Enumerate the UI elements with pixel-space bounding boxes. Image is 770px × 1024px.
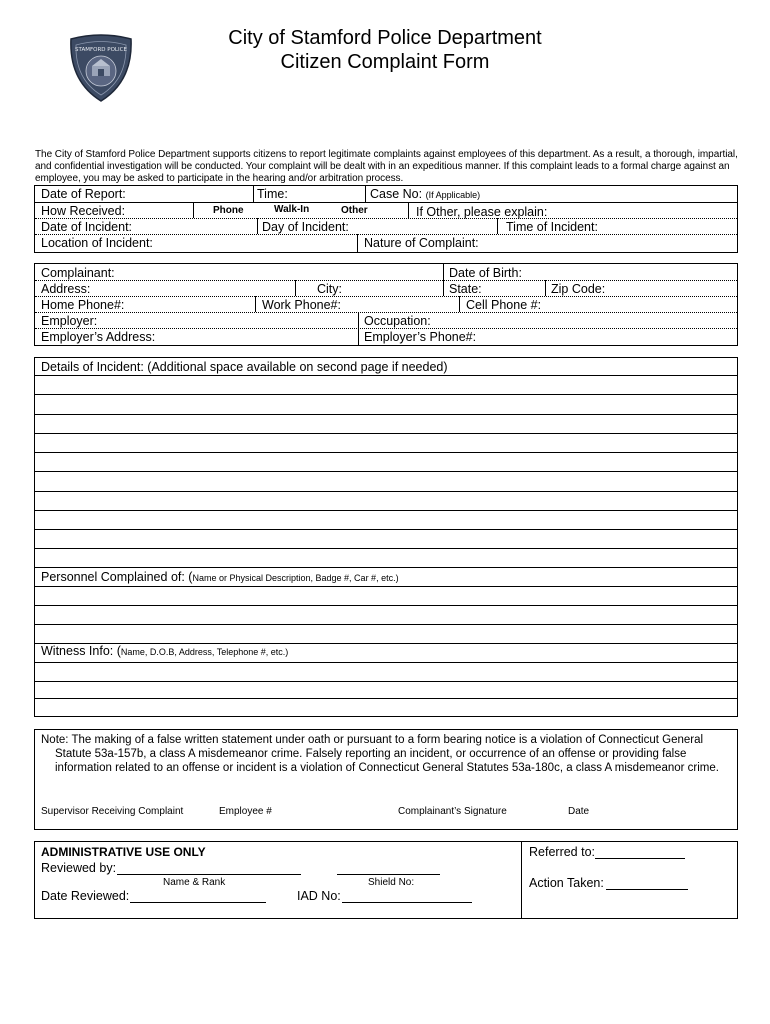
employer-field[interactable]: Employer: — [41, 314, 98, 328]
false-statement-note — [41, 733, 731, 775]
date-reviewed-line[interactable] — [130, 902, 266, 903]
personnel-label-note: Name or Physical Description, Badge #, Car #, etc.) — [192, 573, 399, 583]
time-field[interactable]: Time: — [257, 187, 288, 201]
complainant-section — [34, 263, 738, 346]
witness-label-text: Witness Info: ( — [41, 644, 121, 658]
details-section — [34, 357, 738, 717]
intro-paragraph: The City of Stamford Police Department supports citizens to report legitimate complaints against employees of this department. As a result, a thorough, impartial, and confidential investigation will be conducted. Your complaint will be dealt with in an expeditious manner. If this complaint leads to a formal charge against an employee, you may be asked to participate in the hearing and/or arbitration process. — [35, 149, 738, 184]
occupation-field[interactable]: Occupation: — [364, 314, 431, 328]
how-received-label: How Received: — [41, 204, 126, 218]
time-of-incident-field[interactable]: Time of Incident: — [506, 220, 598, 234]
cell-phone-field[interactable]: Cell Phone #: — [466, 298, 542, 312]
details-of-incident-label: Details of Incident: (Additional space available on second page if needed) — [41, 360, 448, 374]
iad-no-line[interactable] — [342, 902, 472, 903]
admin-section — [34, 841, 738, 919]
state-field[interactable]: State: — [449, 282, 482, 296]
complainant-signature-label: Complainant’s Signature — [398, 806, 507, 817]
note-signature-section — [34, 729, 738, 830]
work-phone-field[interactable]: Work Phone#: — [262, 298, 341, 312]
option-other[interactable]: Other — [341, 205, 368, 216]
witness-info-label — [41, 644, 288, 659]
date-signature-label: Date — [568, 806, 590, 817]
home-phone-field[interactable]: Home Phone#: — [41, 298, 125, 312]
zip-code-field[interactable]: Zip Code: — [551, 282, 606, 296]
date-reviewed-label: Date Reviewed: — [41, 889, 130, 903]
department-name: City of Stamford Police Department — [228, 27, 542, 49]
city-field[interactable]: City: — [317, 282, 342, 296]
complainant-field[interactable]: Complainant: — [41, 266, 115, 280]
option-phone[interactable]: Phone — [213, 205, 244, 216]
shield-no-line[interactable] — [337, 874, 440, 875]
case-no-note: (If Applicable) — [425, 190, 481, 200]
case-no-field[interactable] — [370, 187, 480, 202]
date-of-birth-field[interactable]: Date of Birth: — [449, 266, 522, 280]
referred-to-label: Referred to: — [529, 845, 596, 859]
nature-of-complaint-field[interactable]: Nature of Complaint: — [364, 236, 479, 250]
employee-number-label: Employee # — [219, 806, 272, 817]
iad-no-label: IAD No: — [297, 889, 341, 903]
address-field[interactable]: Address: — [41, 282, 91, 296]
note-line-3: information related to an offense or incident is a violation of Connecticut General Statutes 53a-180c, a class A misdemeanor crime. — [55, 762, 719, 774]
shield-no-caption: Shield No: — [368, 877, 415, 888]
admin-use-only-heading: ADMINISTRATIVE USE ONLY — [41, 845, 206, 859]
action-taken-label: Action Taken: — [529, 876, 604, 890]
employer-address-field[interactable]: Employer’s Address: — [41, 330, 156, 344]
form-name: Citizen Complaint Form — [280, 51, 490, 73]
note-line-1: Note: The making of a false written statement under oath or pursuant to a form bearing notice is a violation of Connecticut General — [41, 734, 704, 746]
case-no-label: Case No: — [370, 187, 423, 201]
location-of-incident-field[interactable]: Location of Incident: — [41, 236, 153, 250]
reviewed-by-label: Reviewed by: — [41, 861, 117, 875]
action-taken-line[interactable] — [606, 889, 688, 890]
supervisor-signature-label: Supervisor Receiving Complaint — [41, 806, 184, 817]
day-of-incident-field[interactable]: Day of Incident: — [262, 220, 349, 234]
form-title — [185, 26, 585, 74]
referred-to-line[interactable] — [595, 858, 685, 859]
if-other-explain-field[interactable]: If Other, please explain: — [416, 205, 548, 219]
option-walk-in[interactable]: Walk-In — [274, 204, 310, 215]
reviewed-by-line[interactable] — [117, 874, 301, 875]
employer-phone-field[interactable]: Employer’s Phone#: — [364, 330, 477, 344]
witness-label-note: Name, D.O.B, Address, Telephone #, etc.) — [120, 647, 289, 657]
police-badge-logo — [67, 33, 135, 103]
note-line-2: Statute 53a-157b, a class A misdemeanor crime. Falsely reporting an incident, or occurrence of an offense or providing false — [55, 748, 687, 760]
personnel-label-text: Personnel Complained of: ( — [41, 570, 193, 584]
svg-text:STAMFORD POLICE: STAMFORD POLICE — [75, 47, 127, 53]
date-of-report-field[interactable]: Date of Report: — [41, 187, 126, 201]
date-of-incident-field[interactable]: Date of Incident: — [41, 220, 133, 234]
incident-info-section — [34, 185, 738, 253]
personnel-complained-of-label — [41, 570, 399, 585]
name-rank-caption: Name & Rank — [163, 877, 226, 888]
